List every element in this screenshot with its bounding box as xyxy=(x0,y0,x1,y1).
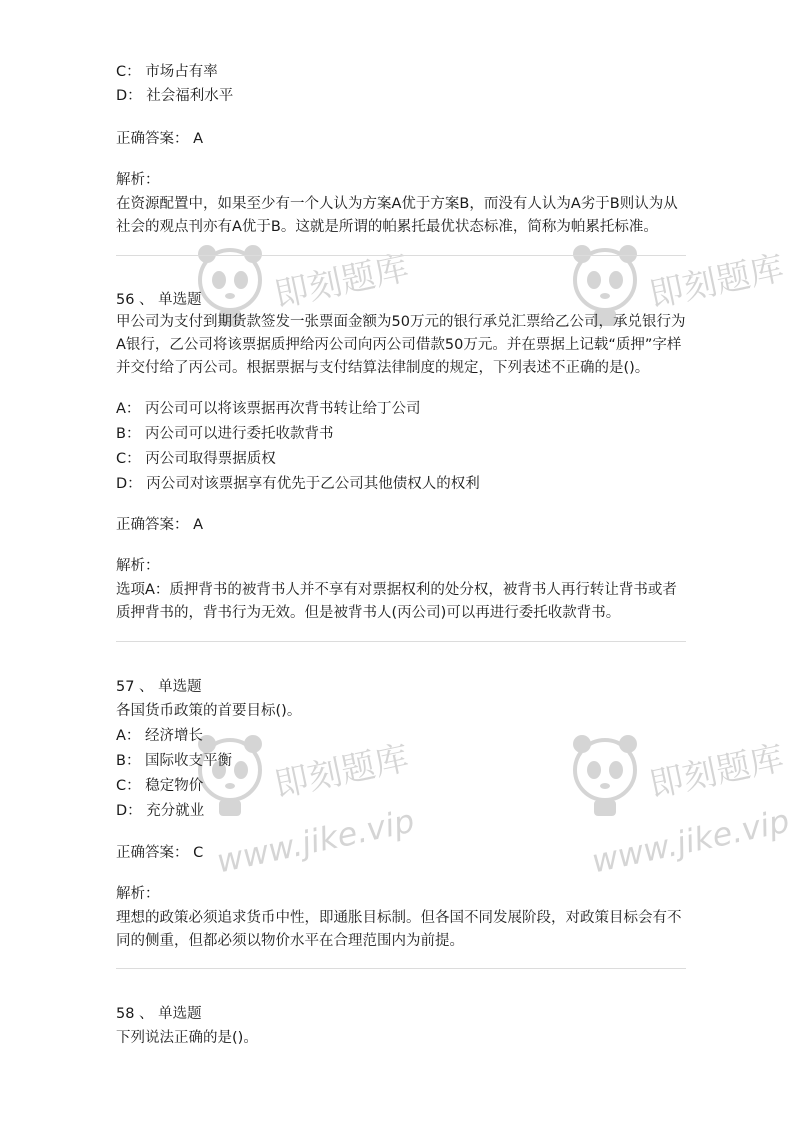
correct-answer: 正确答案： A xyxy=(116,131,204,147)
analysis-label: 解析： xyxy=(116,172,160,188)
option-c: C： 稳定物价 xyxy=(116,778,204,794)
analysis-label: 解析： xyxy=(116,558,160,574)
question-header: 56 、 单选题 xyxy=(116,292,202,308)
option-a: A： 经济增长 xyxy=(116,728,204,744)
watermark-url: www.jike.vip xyxy=(588,801,793,881)
divider xyxy=(116,255,686,256)
watermark-url: www.jike.vip xyxy=(213,801,418,881)
panda-icon xyxy=(195,730,265,820)
watermark-brand: 即刻题库 xyxy=(646,738,788,806)
option-b: B： 国际收支平衡 xyxy=(116,753,233,769)
panda-icon xyxy=(570,730,640,820)
option-d: D： 社会福利水平 xyxy=(116,88,234,104)
option-d: D： 充分就业 xyxy=(116,803,205,819)
watermark xyxy=(195,730,475,880)
correct-answer: 正确答案： C xyxy=(116,845,204,861)
option-d: D： 丙公司对该票据享有优先于乙公司其他债权人的权利 xyxy=(116,476,480,492)
option-c: C： 丙公司取得票据质权 xyxy=(116,451,276,467)
option-b: B： 丙公司可以进行委托收款背书 xyxy=(116,426,334,442)
analysis-text: 选项A：质押背书的被背书人并不享有对票据权利的处分权，被背书人再行转让背书或者质押背书的，背书行为无效。但是被背书人(丙公司)可以再进行委托收款背书。 xyxy=(116,582,677,621)
analysis-text: 理想的政策必须追求货币中性，即通胀目标制。但各国不同发展阶段，对政策目标会有不同的侧重，但都必须以物价水平在合理范围内为前提。 xyxy=(116,910,682,949)
option-c: C： 市场占有率 xyxy=(116,64,218,80)
divider xyxy=(116,641,686,642)
watermark-brand: 即刻题库 xyxy=(271,738,413,806)
correct-answer: 正确答案： A xyxy=(116,517,204,533)
question-header: 57 、 单选题 xyxy=(116,679,202,695)
divider xyxy=(116,968,686,969)
question-stem: 下列说法正确的是()。 xyxy=(116,1030,258,1046)
question-stem: 甲公司为支付到期货款签发一张票面金额为50万元的银行承兑汇票给乙公司，承兑银行为A银行，乙公司将该票据质押给丙公司向丙公司借款50万元。并在票据上记载“质押”字样并交付给了丙公司。根据票据与支付结算法律制度的规定，下列表述不正确的是()。 xyxy=(116,314,686,376)
watermark-brand: 即刻题库 xyxy=(271,248,413,316)
watermark xyxy=(570,730,800,880)
analysis-label: 解析： xyxy=(116,886,160,902)
question-header: 58 、 单选题 xyxy=(116,1006,202,1022)
question-stem: 各国货币政策的首要目标()。 xyxy=(116,703,302,719)
watermark-brand: 即刻题库 xyxy=(646,248,788,316)
analysis-text: 在资源配置中，如果至少有一个人认为方案A优于方案B，而没有人认为A劣于B则认为从社会的观点刊亦有A优于B。这就是所谓的帕累托最优状态标准，简称为帕累托标准。 xyxy=(116,196,678,235)
option-a: A： 丙公司可以将该票据再次背书转让给丁公司 xyxy=(116,401,421,417)
